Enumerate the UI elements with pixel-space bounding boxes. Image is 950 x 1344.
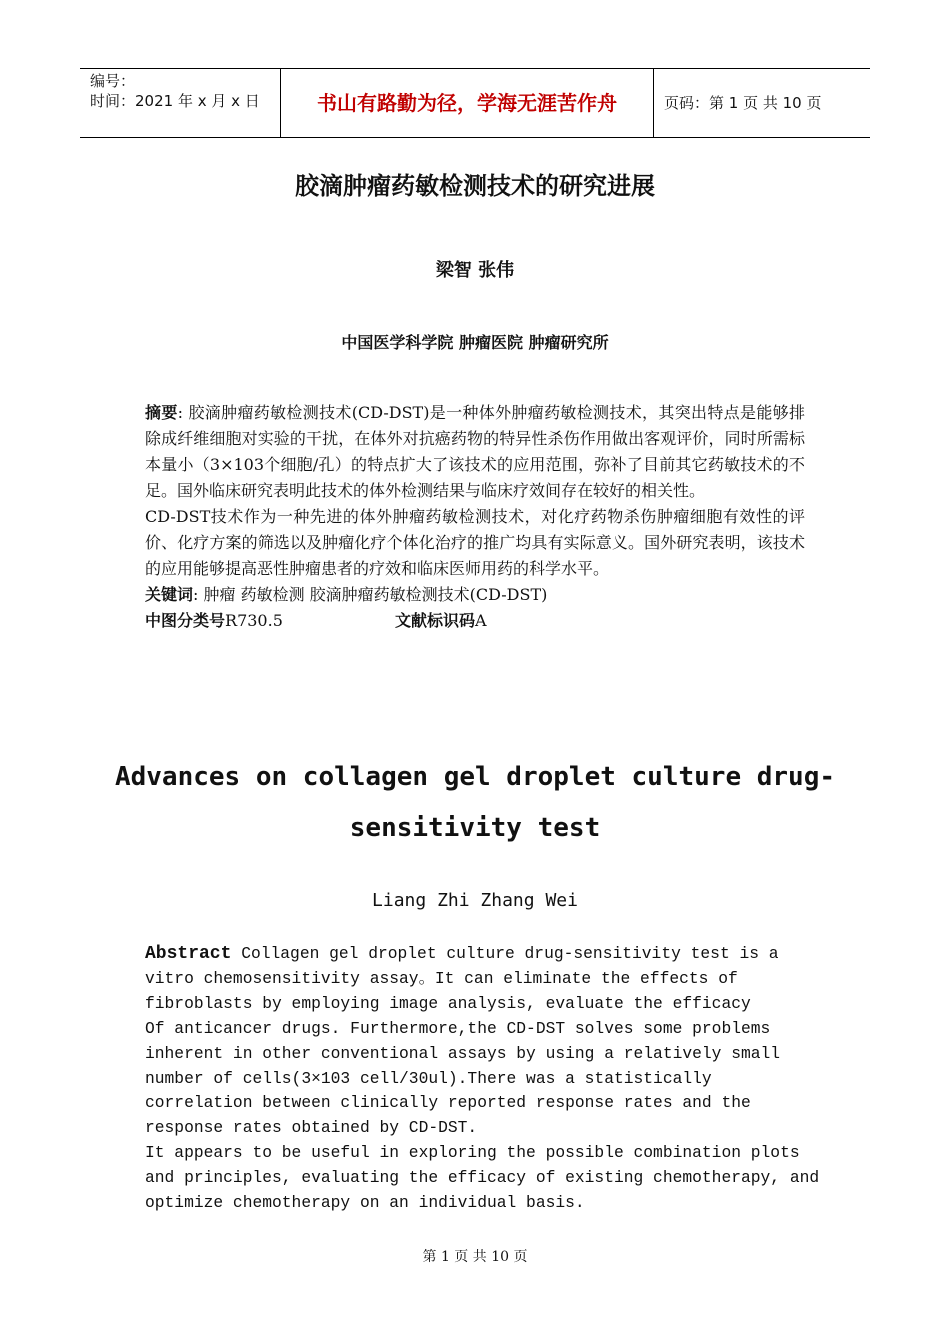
header-page-info: 页码：第 1 页 共 10 页 <box>664 94 822 112</box>
classification-row <box>145 608 805 634</box>
authors-chinese: 梁智 张伟 <box>435 260 515 281</box>
clc-label: 中图分类号 <box>145 611 226 630</box>
abstract-en-line: inherent in other conventional assays by using a relatively small <box>145 1043 781 1063</box>
abstract-en-line: number of cells(3×103 cell/30ul).There was a statistically <box>145 1068 712 1088</box>
abstract-zh-label: 摘要 <box>145 403 178 422</box>
abstract-en-label: Abstract <box>145 944 232 964</box>
keywords-label: 关键词 <box>145 585 194 604</box>
header-motto: 书山有路勤为径，学海无涯苦作舟 <box>281 69 654 137</box>
title-english <box>80 752 870 854</box>
keywords-row <box>145 582 805 608</box>
abstract-zh-para1 <box>145 400 805 504</box>
keywords-text: : 肿瘤 药敏检测 胶滴肿瘤药敏检测技术(CD-DST) <box>193 585 548 604</box>
abstract-en-line: response rates obtained by CD-DST. <box>145 1118 478 1138</box>
abstract-en-line: fibroblasts by employing image analysis, evaluate the efficacy <box>145 993 751 1013</box>
abstract-zh-text1: : 胶滴肿瘤药敏检测技术(CD-DST)是一种体外肿瘤药敏检测技术，其突出特点是能够排除成纤维细胞对实验的干扰，在体外对抗癌药物的特异性杀伤作用做出客观评价，同时所需标本量小（3×103个细胞/孔）的特点扩大了该技术的应用范围，弥补了目前其它药敏技术的不足。国外临床研究表明此技术的体外检测结果与临床疗效间存在较好的相关性。 <box>145 403 805 500</box>
abstract-english <box>145 942 820 1216</box>
header-number: 编号： <box>90 72 136 90</box>
page-footer: 第 1 页 共 10 页 <box>422 1249 528 1265</box>
abstract-en-line: correlation between clinically reported response rates and the <box>145 1093 751 1113</box>
header-time: 时间：2021 年 x 月 x 日 <box>90 92 260 110</box>
doc-code-label: 文献标识码 <box>395 611 476 630</box>
title-chinese: 胶滴肿瘤药敏检测技术的研究进展 <box>295 171 655 200</box>
affiliation-chinese: 中国医学科学院 肿瘤医院 肿瘤研究所 <box>341 333 609 352</box>
header-meta <box>80 69 281 137</box>
abstract-zh-para2: CD-DST技术作为一种先进的体外肿瘤药敏检测技术，对化疗药物杀伤肿瘤细胞有效性的评价、化疗方案的筛选以及肿瘤化疗个体化治疗的推广均具有实际意义。国外研究表明，该技术的应用能够提高恶性肿瘤患者的疗效和临床医师用药的科学水平。 <box>145 507 805 578</box>
abstract-en-line: and principles, evaluating the efficacy of existing chemotherapy, and <box>145 1168 820 1188</box>
title-en-line1: Advances on collagen gel droplet culture drug- <box>114 762 836 792</box>
authors-english: Liang Zhi Zhang Wei <box>372 890 578 911</box>
title-en-line2: sensitivity test <box>349 813 601 843</box>
abstract-chinese <box>145 400 805 634</box>
abstract-en-line: optimize chemotherapy on an individual basis. <box>145 1193 585 1213</box>
clc-value: R730.5 <box>225 611 283 630</box>
abstract-en-line: It appears to be useful in exploring the possible combination plots <box>145 1143 800 1163</box>
abstract-en-line: Abstract Collagen gel droplet culture drug-sensitivity test is a <box>145 944 779 964</box>
abstract-en-line: Of anticancer drugs. Furthermore,the CD-DST solves some problems <box>145 1018 771 1038</box>
abstract-en-line: vitro chemosensitivity assay。It can eliminate the effects of <box>145 968 738 988</box>
doc-code-value: A <box>475 611 487 630</box>
page-header <box>80 68 870 138</box>
